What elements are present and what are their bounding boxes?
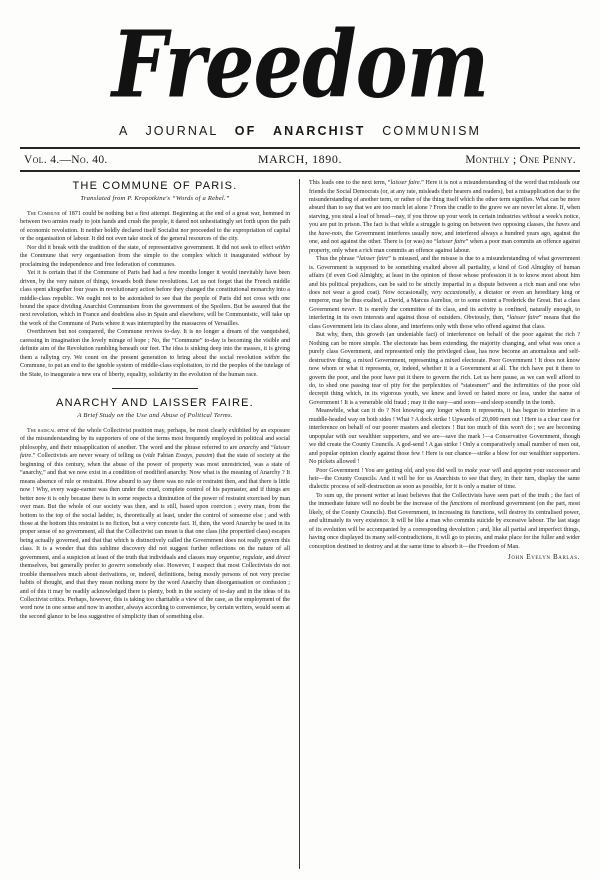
opening-smallcaps: The radical	[27, 427, 56, 434]
paragraph: To sum up, the present writer at least believes that the Collectivists have seen part of the truth ; the fact of the immediate future will no doubt be the increase of the functions of moribund government (on the part, most likely, of the County Councils). But Government, in increasing its functions, will destroy its centralised power, and ultimately its very existence. It will be like a man who commits suicide by excessive labour. The last stage of its evolution will be accompanied by a corresponding devolution ; and, like all partial and imperfect things, having once displayed its many self-contradictions, it will go to pieces, and make place for the fuller and wider conception destined to destroy and at the same time to absorb it—the Freedom of Man.	[309, 492, 581, 550]
article-columns	[20, 179, 580, 869]
paragraph: Thus the phrase “laisser faire” is misused, and the misuse is due to a misunderstanding of what government is. Government is supposed to be something exalted above all partiality, a kind of God Almighty of human affairs (if even God Almighty, at least in the opinion of those whose profession it is to know most about him and his political prejudices, can be said to be strictly impartial in a dispute between a rich man and one who does not wear a good coat). Now occasionally, very occasionally, a dictator or even an hereditary king or emperor, may be thus exalted, a David, a Marcus Aurelius, or to some extent a Frederick the Great. But a class Government never. It is merely the committee of its class, and its activity is confined, naturally enough, to interfering in its own interests and against those of outsiders. Obviously, then, “laisser faire” means that the class Government lets its class alone, and interferes only with those who offend against that class.	[309, 256, 581, 330]
paragraph: Meanwhile, what can it do ? Not knowing any longer whom it represents, it has begun to interfere in a muddle-headed way on both sides ! What ? A dock strike ! Upwards of 20,000 men out ! Here is a clear case for interference on behalf of our poorer masters and electors ! But too much of this won't do ; we are becoming unpopular with our wealthier supporters, and we are—save the mark !—a Conservative Government, though we did create the County Councils. A god-send ! A gas strike ! Only a comparatively small number of men out, and popular opinion clearly against those few ! Here is our chance—strike a blow for our wealthier supporters. No pickets allowed !	[309, 408, 580, 466]
issue-date: MARCH, 1890.	[257, 152, 343, 167]
paragraph: Overthrown but not conquered, the Commune revives to-day. It is no longer a dream of the vanquished, caressing in imagination the lovely mirage of hope ; No, the “Commune” to-day is becoming the visible and definite aim of the Revolution rumbling beneath our feet. The idea is sinking deep into the masses, it is giving them a rallying cry. We count on the present generation to bring about the social revolution within the Commune, to put an end to the ignoble system of middle-class exploitation, to rid the peoples of the tutelage of the State, to inaugurate a new era of liberty, equality, solidarity in the evolution of the human race.	[20, 329, 290, 378]
section-divider	[112, 388, 198, 389]
article-body-commune	[20, 210, 290, 379]
article-subtitle-anarchy	[20, 412, 290, 420]
paragraph: Nor did it break with the tradition of the state, of representative government. It did not seek to effect within the Commune that very organisation from the simple to the complex which it inaugurated without by proclaiming the independence and free federation of communes.	[20, 244, 290, 268]
masthead	[0, 0, 600, 138]
article-subtitle-commune-text: Translated from P. Kropotkine's “Words of a Rebel.”	[80, 194, 230, 202]
article-title-anarchy: ANARCHY AND LAISSER FAIRE.	[56, 397, 254, 410]
paragraph: Yet it is certain that if the Commune of Paris had had a few months longer it would inevitably have been driven, by the very nature of things, towards both these revolutions. Let us not forget that the French middle class spent altogether four years in revolutionary action before they changed the constitutional monarchy into a middle-class republic. We ought not to be astonished to see that the people of Paris did not cross with one bound the space dividing Anarchist Communism from the government of the Spoilers. But be assured that the next revolution, which in France and doubtless also in Spain and elsewhere, will be Communistic, will take up the work of the Commune of Paris where it was interrupted by the massacres of Versailles.	[20, 270, 290, 327]
article-title-commune: THE COMMUNE OF PARIS.	[72, 180, 238, 193]
article-subtitle-commune	[20, 195, 290, 203]
issue-volume: Vol. 4.—No. 40.	[24, 154, 108, 167]
masthead-subtitle-word-communism: COMMUNISM	[382, 124, 482, 139]
issue-bar	[20, 147, 580, 172]
masthead-subtitle-word-of: OF	[234, 124, 257, 139]
paragraph: This leads one to the next term, “laisser faire.” Here it is not a misunderstanding of the word that misleads our friends the Social Democrats (or, at any rate, misleads their hearers and readers), but a misapplication due to the misunderstanding of another term, or rather of the thing itself which the other term signifies. What can be more absurd than to say that we are too much let alone ? From the cradle to the grave we are never let alone. If, when starving, you steal a loaf of bread—nay, if you throw up your work in certain industries without a week's notice, you are put in prison. The fact is that while a struggle is going on between two opposing classes, the haves and the have-nots, the Government interferes usually now, and interfered always a hundred years ago, against the one, and not against the other. There is (or was) no “laisser faire” when a poor man commits an offence against property, only when a rich man commits an offence against labour.	[309, 180, 581, 254]
paragraph: The radical error of the whole Collectivist position may, perhaps, be most clearly exhibited by an exposure of the misunderstanding by its supporters of one of the terms most frequently employed in political and social philosophy, and their misapplication of another. The word and the phrase referred to are anarchy and “laisser faire.” Collectivists are never weary of telling us (vide Fabian Essays, passim) that the state of society at the beginning of this century, when the abuse of the power of property was most unrestricted, was a state of “anarchy,” and that we now exist in a condition of modified anarchy. Now what is the meaning of Anarchy ? It means absence of rule or restraint. How absurd to say there was no rule or restraint then, and that there is little now ! Why, every wage-earner was then under the cruel, complete control of his paymaster, and if things are better now it is only because there is in some respects a diminution of the power of restraint exercised by man over man. But the whole of our society was then, and is still, based upon coercion ; every man, from the bottom to the top of the social ladder, is, theoretically at least, under the control of someone else ; and with those at the bottom this restraint is no fiction, but a very concrete fact. If, then, the word Anarchy be used in its proper sense of no government, all that the Collectivist can mean is that one class (the propertied class) escapes being actually governed, and that that which is distinctively called the Government does not really govern this class. It is a wonder that this sublime discovery did not suggest further reflections on the nature of all government, and a suspicion at least of the truth that individuals and classes may organise, regulate, and direct themselves, but generally prefer to govern somebody else. However, I suspect that most Collectivists do not trouble themselves much about derivations, or, indeed, definitions, being mostly persons of not very precise habits of thought, and that they mean nothing more by the word Anarchy than disorganisation or confusion ; and of this it may be readily acknowledged there is plenty, both in the society of to-day and in the ideas of its Collectivist critics. Perhaps, however, this is taking too charitable a view of the case, as the employment of the word now in one sense and now in another, always according to convenience, by certain writers, would seem at the second glance to be less suggestive of simplicity than of something else.	[20, 427, 290, 620]
masthead-title: Freedom	[111, 11, 489, 119]
article-subtitle-anarchy-text: A Brief Study on the Use and Abuse of Political Terms.	[77, 411, 233, 419]
masthead-subtitle-word-journal: JOURNAL	[145, 124, 219, 139]
article-byline: John Evelyn Barlas.	[508, 553, 580, 562]
issue-price: Monthly ; One Penny.	[465, 154, 576, 167]
paragraph: But why, then, this growth (an undeniable fact) of interference on behalf of the poor against the rich ? Nothing can be more simple. The electorate has been extending, the majority changing, and what was once a purely class Government, and represented only the privileged class, has now become an anomalous and self-destructive thing, a mixed Government, representing a mixed electorate. Poor Government ! It does not know now whom or what it represents, or, indeed, whether it is a Government at all. The rich have put it there to govern the poor, and the poor have put it there to govern the rich. Let us here pause, as we can well afford to do, to shed one passing tear of pity for the perplexities of “statesmen” and the infirmities of the poor old decrepit thing which, in its vigorous youth, we knew and loved or hated more or less, under the name of Government ! It is a venerable old fraud ; may it die easy—and soon—and sleep soundly in the tomb.	[309, 332, 580, 406]
column-right	[300, 179, 580, 869]
paragraph: Poor Government ! You are getting old, and you did well to make your will and appoint your successor and heir—the County Councils. And it will be for us Anarchists to see that they, in their turn, display the same dialectic process of self-destruction as soon as possible, for it is only a matter of time.	[309, 467, 580, 491]
article-body-anarchy-part1	[20, 427, 290, 621]
masthead-subtitle-word-anarchist: ANARCHIST	[273, 124, 366, 139]
opening-smallcaps: The Commune	[27, 211, 61, 217]
paragraph: The Commune of 1871 could be nothing but a first attempt. Beginning at the end of a great war, hemmed in between two armies ready to join hands and crush the people, it dared not unhesitatingly set forth upon the path of economic revolution. It neither boldly declared itself Socialist nor proceeded to the expropriation of capital or the organisation of labour. It did not even take stock of the general resources of the city.	[20, 211, 290, 243]
masthead-subtitle-word-a: A	[118, 124, 129, 139]
column-left	[20, 179, 300, 869]
article-body-anarchy-part2	[309, 179, 580, 551]
masthead-subtitle	[0, 124, 600, 138]
